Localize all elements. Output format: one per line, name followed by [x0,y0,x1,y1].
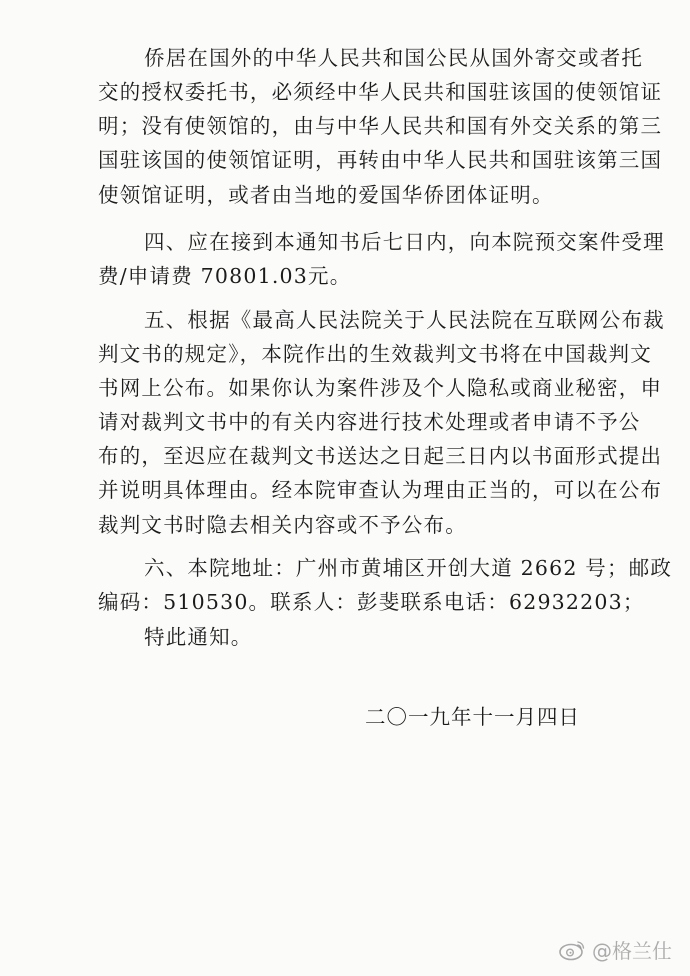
text-line: 请对裁判文书中的有关内容进行技术处理或者申请不予公 [98,410,641,434]
text-line: 判文书的规定》，本院作出的生效裁判文书将在中国裁判文 [98,342,652,366]
document-date: 二〇一九年十一月四日 [365,705,580,729]
text-line: 编码：510530。联系人：彭斐联系电话：62932203； [98,590,645,614]
text-line: 五、根据《最高人民法院关于人民法院在互联网公布裁 [144,308,665,332]
watermark [558,935,672,964]
text-line: 费/申请费 70801.03元。 [98,264,352,288]
text-line: 裁判文书时隐去相关内容或不予公布。 [98,513,467,537]
text-line: 布的，至迟应在裁判文书送达之日起三日内以书面形式提出 [98,444,663,468]
text-line: 交的授权委托书，必须经中华人民共和国驻该国的使领馆证 [98,80,663,104]
watermark-text: @格兰仕 [592,939,672,963]
text-line: 明；没有使领馆的，由与中华人民共和国有外交关系的第三 [98,114,663,138]
text-line: 并说明具体理由。经本院审查认为理由正当的，可以在公布 [98,478,663,502]
text-line: 使领馆证明，或者由当地的爱国华侨团体证明。 [98,183,554,207]
text-line: 侨居在国外的中华人民共和国公民从国外寄交或者托 [144,46,644,70]
text-line: 特此通知。 [144,625,253,649]
text-line: 国驻该国的使领馆证明，再转由中华人民共和国驻该第三国 [98,148,663,172]
text-line: 六、本院地址：广州市黄埔区开创大道 2662 号；邮政 [144,556,673,580]
weibo-logo-icon [558,939,586,961]
text-line: 书网上公布。如果你认为案件涉及个人隐私或商业秘密，申 [98,376,663,400]
text-line: 四、应在接到本通知书后七日内，向本院预交案件受理 [144,230,665,254]
